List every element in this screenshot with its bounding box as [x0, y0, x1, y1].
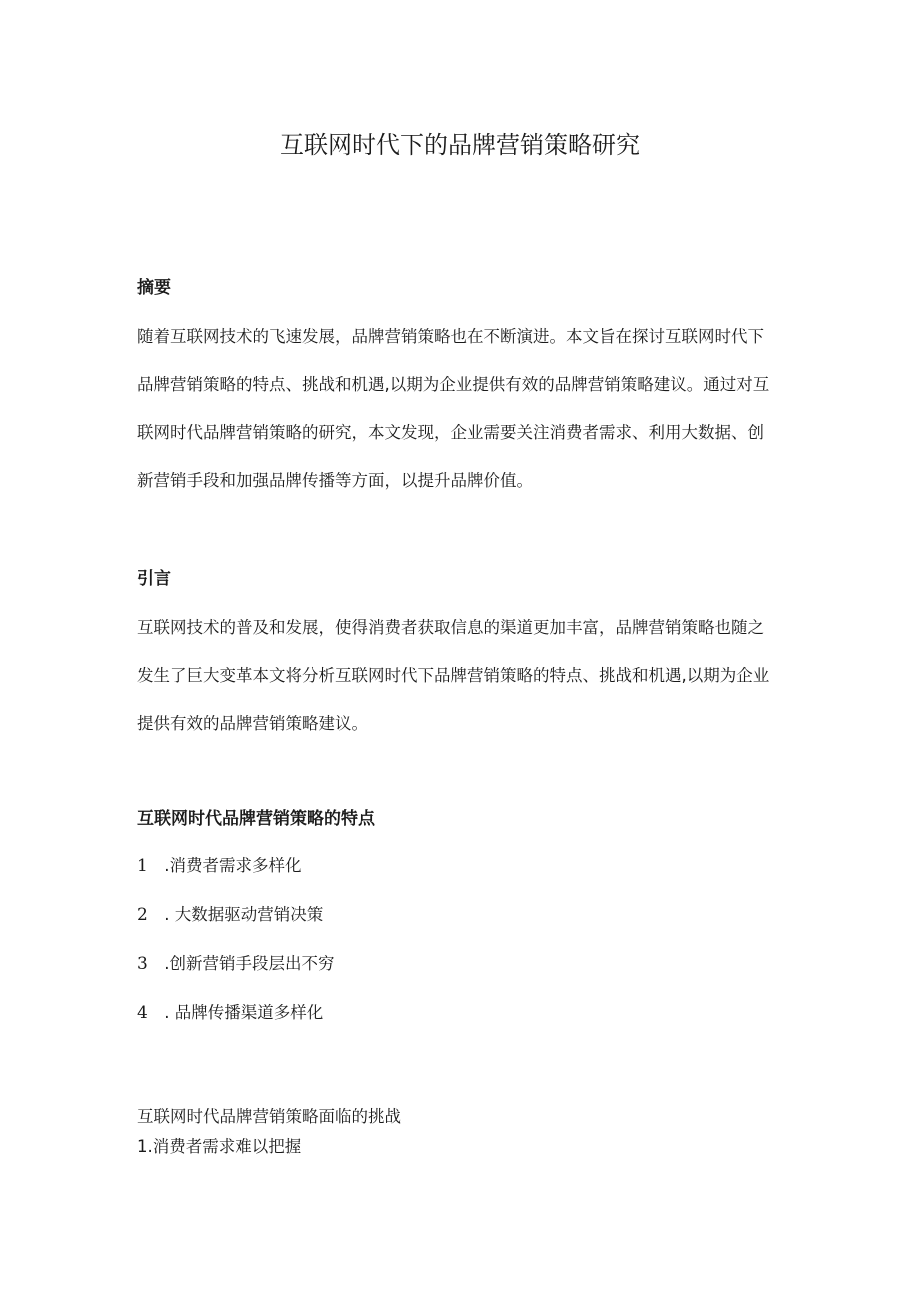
challenges-first-item: 1.消费者需求难以把握: [137, 1137, 302, 1156]
abstract-line: 联网时代品牌营销策略的研究，本文发现，企业需要关注消费者需求、利用大数据、创: [137, 423, 764, 442]
features-heading: 互联网时代品牌营销策略的特点: [137, 809, 375, 829]
list-item: [137, 853, 335, 902]
list-item: [137, 902, 335, 951]
list-item-text: .消费者需求多样化: [159, 856, 302, 875]
list-item-number: 2: [137, 905, 148, 925]
list-item-number: 3: [137, 954, 148, 974]
list-item: [137, 951, 335, 1000]
introduction-heading: 引言: [137, 569, 171, 589]
list-item-number: 4: [137, 1003, 148, 1023]
introduction-paragraph: [137, 604, 787, 748]
features-list: [137, 853, 335, 1049]
challenges-heading: 互联网时代品牌营销策略面临的挑战: [137, 1107, 401, 1126]
document-title: 互联网时代下的品牌营销策略研究: [280, 131, 640, 159]
abstract-line: 随着互联网技术的飞速发展，品牌营销策略也在不断演进。本文旨在探讨互联网时代下: [137, 327, 764, 346]
introduction-line: 互联网技术的普及和发展，使得消费者获取信息的渠道更加丰富，品牌营销策略也随之: [137, 618, 764, 637]
list-item-number: 1: [137, 856, 148, 876]
abstract-line: 新营销手段和加强品牌传播等方面，以提升品牌价值。: [137, 471, 533, 490]
list-item-text: . 品牌传播渠道多样化: [159, 1003, 324, 1022]
list-item: [137, 1000, 335, 1049]
list-item-text: . 大数据驱动营销决策: [159, 905, 324, 924]
abstract-heading: 摘要: [137, 278, 171, 298]
list-item-text: .创新营销手段层出不穷: [159, 954, 335, 973]
abstract-paragraph: [137, 313, 787, 505]
abstract-line: 品牌营销策略的特点、挑战和机遇,以期为企业提供有效的品牌营销策略建议。通过对互: [137, 375, 770, 394]
introduction-line: 提供有效的品牌营销策略建议。: [137, 714, 368, 733]
introduction-line: 发生了巨大变革本文将分析互联网时代下品牌营销策略的特点、挑战和机遇,以期为企业: [137, 666, 770, 685]
